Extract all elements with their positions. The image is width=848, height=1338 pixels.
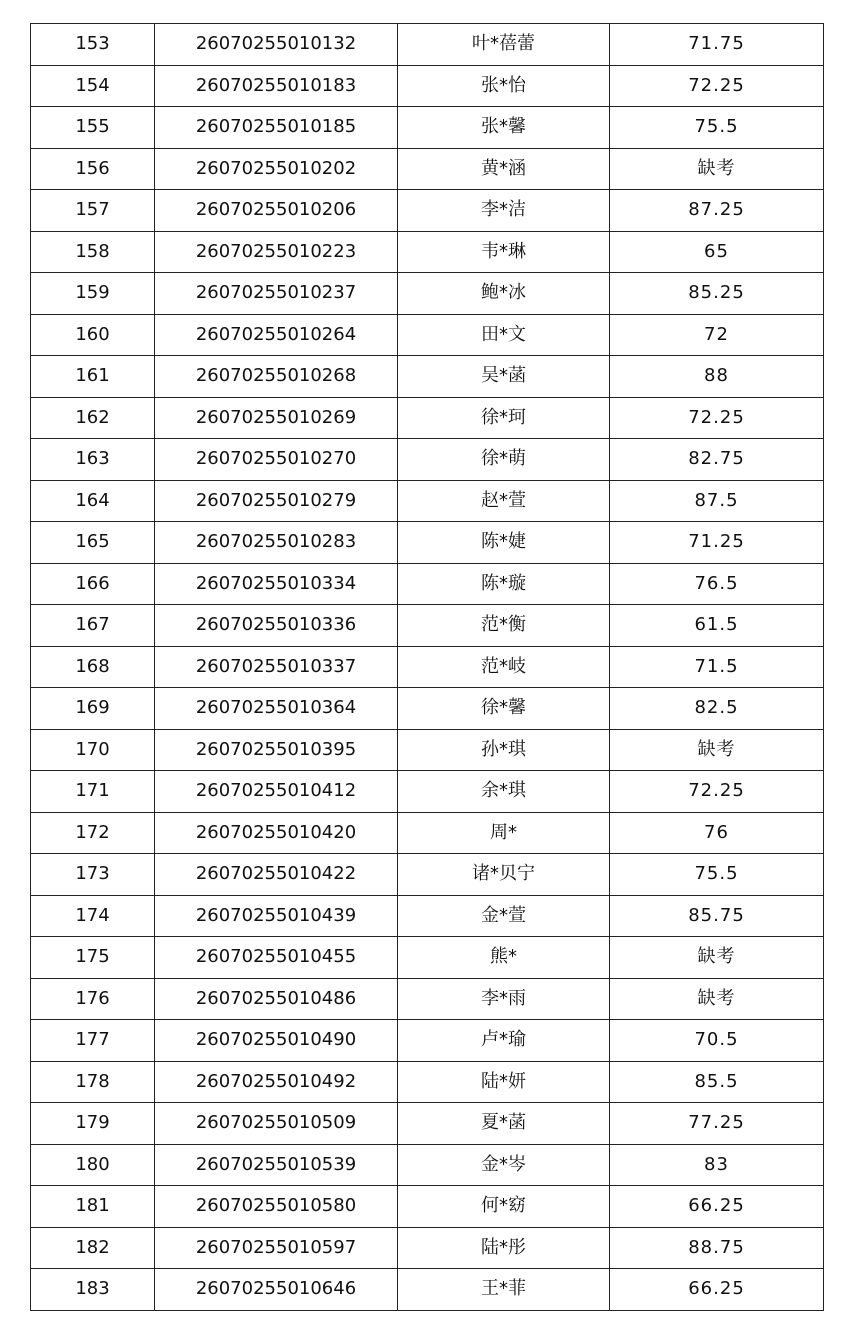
candidate-name-cell: 徐*珂 (398, 397, 610, 439)
candidate-name-cell: 韦*琳 (398, 231, 610, 273)
candidate-name-cell: 余*琪 (398, 771, 610, 813)
score-cell: 66.25 (610, 1269, 824, 1311)
sequence-number-cell: 182 (31, 1227, 155, 1269)
candidate-name-cell: 陆*妍 (398, 1061, 610, 1103)
table-row (31, 937, 824, 979)
exam-id-cell: 26070255010597 (155, 1227, 398, 1269)
score-cell: 61.5 (610, 605, 824, 647)
sequence-number-cell: 172 (31, 812, 155, 854)
exam-id-cell: 26070255010539 (155, 1144, 398, 1186)
table-row (31, 522, 824, 564)
exam-id-cell: 26070255010269 (155, 397, 398, 439)
exam-id-cell: 26070255010490 (155, 1020, 398, 1062)
score-cell: 75.5 (610, 854, 824, 896)
candidate-name-cell: 金*岑 (398, 1144, 610, 1186)
table-row (31, 273, 824, 315)
exam-id-cell: 26070255010223 (155, 231, 398, 273)
sequence-number-cell: 157 (31, 190, 155, 232)
candidate-name-cell: 孙*琪 (398, 729, 610, 771)
candidate-name-cell: 陈*婕 (398, 522, 610, 564)
score-cell: 87.5 (610, 480, 824, 522)
exam-id-cell: 26070255010334 (155, 563, 398, 605)
exam-id-cell: 26070255010646 (155, 1269, 398, 1311)
exam-id-cell: 26070255010237 (155, 273, 398, 315)
table-row (31, 812, 824, 854)
exam-id-cell: 26070255010420 (155, 812, 398, 854)
table-row (31, 646, 824, 688)
score-cell: 缺考 (610, 978, 824, 1020)
table-row (31, 1103, 824, 1145)
table-row (31, 688, 824, 730)
table-row (31, 1144, 824, 1186)
candidate-name-cell: 陆*彤 (398, 1227, 610, 1269)
score-table-body (31, 24, 824, 1311)
sequence-number-cell: 181 (31, 1186, 155, 1228)
table-row (31, 1061, 824, 1103)
candidate-name-cell: 赵*萱 (398, 480, 610, 522)
score-cell: 77.25 (610, 1103, 824, 1145)
candidate-name-cell: 陈*璇 (398, 563, 610, 605)
score-cell: 缺考 (610, 148, 824, 190)
sequence-number-cell: 163 (31, 439, 155, 481)
sequence-number-cell: 173 (31, 854, 155, 896)
sequence-number-cell: 164 (31, 480, 155, 522)
exam-id-cell: 26070255010270 (155, 439, 398, 481)
table-row (31, 107, 824, 149)
score-cell: 76.5 (610, 563, 824, 605)
candidate-name-cell: 叶*蓓蕾 (398, 24, 610, 66)
score-cell: 70.5 (610, 1020, 824, 1062)
candidate-name-cell: 王*菲 (398, 1269, 610, 1311)
score-cell: 缺考 (610, 937, 824, 979)
candidate-name-cell: 张*怡 (398, 65, 610, 107)
sequence-number-cell: 168 (31, 646, 155, 688)
score-cell: 76 (610, 812, 824, 854)
sequence-number-cell: 155 (31, 107, 155, 149)
score-cell: 65 (610, 231, 824, 273)
score-cell: 72.25 (610, 771, 824, 813)
exam-id-cell: 26070255010336 (155, 605, 398, 647)
score-cell: 83 (610, 1144, 824, 1186)
table-row (31, 978, 824, 1020)
sequence-number-cell: 175 (31, 937, 155, 979)
table-row (31, 771, 824, 813)
exam-id-cell: 26070255010283 (155, 522, 398, 564)
sequence-number-cell: 158 (31, 231, 155, 273)
exam-id-cell: 26070255010132 (155, 24, 398, 66)
sequence-number-cell: 183 (31, 1269, 155, 1311)
table-row (31, 397, 824, 439)
score-cell: 85.5 (610, 1061, 824, 1103)
table-row (31, 65, 824, 107)
exam-id-cell: 26070255010455 (155, 937, 398, 979)
score-cell: 72.25 (610, 397, 824, 439)
score-cell: 72 (610, 314, 824, 356)
score-cell: 87.25 (610, 190, 824, 232)
exam-id-cell: 26070255010422 (155, 854, 398, 896)
candidate-name-cell: 熊* (398, 937, 610, 979)
sequence-number-cell: 174 (31, 895, 155, 937)
exam-id-cell: 26070255010580 (155, 1186, 398, 1228)
candidate-name-cell: 范*衡 (398, 605, 610, 647)
sequence-number-cell: 171 (31, 771, 155, 813)
table-row (31, 314, 824, 356)
exam-id-cell: 26070255010206 (155, 190, 398, 232)
exam-id-cell: 26070255010364 (155, 688, 398, 730)
sequence-number-cell: 153 (31, 24, 155, 66)
exam-id-cell: 26070255010337 (155, 646, 398, 688)
exam-id-cell: 26070255010183 (155, 65, 398, 107)
table-row (31, 480, 824, 522)
exam-id-cell: 26070255010395 (155, 729, 398, 771)
candidate-name-cell: 卢*瑜 (398, 1020, 610, 1062)
exam-id-cell: 26070255010279 (155, 480, 398, 522)
score-cell: 72.25 (610, 65, 824, 107)
sequence-number-cell: 176 (31, 978, 155, 1020)
candidate-name-cell: 何*窈 (398, 1186, 610, 1228)
table-row (31, 605, 824, 647)
candidate-name-cell: 吴*菡 (398, 356, 610, 398)
exam-id-cell: 26070255010264 (155, 314, 398, 356)
table-row (31, 24, 824, 66)
sequence-number-cell: 156 (31, 148, 155, 190)
sequence-number-cell: 169 (31, 688, 155, 730)
sequence-number-cell: 162 (31, 397, 155, 439)
score-cell: 88 (610, 356, 824, 398)
table-row (31, 854, 824, 896)
candidate-name-cell: 金*萱 (398, 895, 610, 937)
sequence-number-cell: 161 (31, 356, 155, 398)
table-row (31, 1269, 824, 1311)
table-row (31, 148, 824, 190)
exam-id-cell: 26070255010439 (155, 895, 398, 937)
candidate-name-cell: 徐*萌 (398, 439, 610, 481)
candidate-name-cell: 夏*菡 (398, 1103, 610, 1145)
score-cell: 71.25 (610, 522, 824, 564)
score-cell: 85.25 (610, 273, 824, 315)
candidate-name-cell: 范*岐 (398, 646, 610, 688)
score-cell: 71.5 (610, 646, 824, 688)
score-table (30, 23, 824, 1311)
candidate-name-cell: 田*文 (398, 314, 610, 356)
candidate-name-cell: 周* (398, 812, 610, 854)
exam-id-cell: 26070255010185 (155, 107, 398, 149)
table-row (31, 356, 824, 398)
candidate-name-cell: 张*馨 (398, 107, 610, 149)
sequence-number-cell: 160 (31, 314, 155, 356)
candidate-name-cell: 李*雨 (398, 978, 610, 1020)
sequence-number-cell: 154 (31, 65, 155, 107)
table-row (31, 231, 824, 273)
candidate-name-cell: 徐*馨 (398, 688, 610, 730)
table-row (31, 563, 824, 605)
exam-id-cell: 26070255010492 (155, 1061, 398, 1103)
score-cell: 82.75 (610, 439, 824, 481)
sequence-number-cell: 159 (31, 273, 155, 315)
exam-id-cell: 26070255010486 (155, 978, 398, 1020)
table-row (31, 1020, 824, 1062)
score-cell: 85.75 (610, 895, 824, 937)
sequence-number-cell: 179 (31, 1103, 155, 1145)
sequence-number-cell: 180 (31, 1144, 155, 1186)
exam-id-cell: 26070255010268 (155, 356, 398, 398)
sequence-number-cell: 170 (31, 729, 155, 771)
table-row (31, 895, 824, 937)
candidate-name-cell: 李*洁 (398, 190, 610, 232)
score-cell: 缺考 (610, 729, 824, 771)
table-row (31, 1227, 824, 1269)
score-cell: 82.5 (610, 688, 824, 730)
sequence-number-cell: 177 (31, 1020, 155, 1062)
exam-id-cell: 26070255010202 (155, 148, 398, 190)
sequence-number-cell: 165 (31, 522, 155, 564)
table-row (31, 1186, 824, 1228)
sequence-number-cell: 166 (31, 563, 155, 605)
candidate-name-cell: 诸*贝宁 (398, 854, 610, 896)
score-cell: 88.75 (610, 1227, 824, 1269)
score-cell: 71.75 (610, 24, 824, 66)
exam-id-cell: 26070255010509 (155, 1103, 398, 1145)
sequence-number-cell: 178 (31, 1061, 155, 1103)
exam-id-cell: 26070255010412 (155, 771, 398, 813)
table-row (31, 439, 824, 481)
sequence-number-cell: 167 (31, 605, 155, 647)
table-row (31, 729, 824, 771)
candidate-name-cell: 鲍*冰 (398, 273, 610, 315)
table-row (31, 190, 824, 232)
score-cell: 66.25 (610, 1186, 824, 1228)
score-cell: 75.5 (610, 107, 824, 149)
candidate-name-cell: 黄*涵 (398, 148, 610, 190)
